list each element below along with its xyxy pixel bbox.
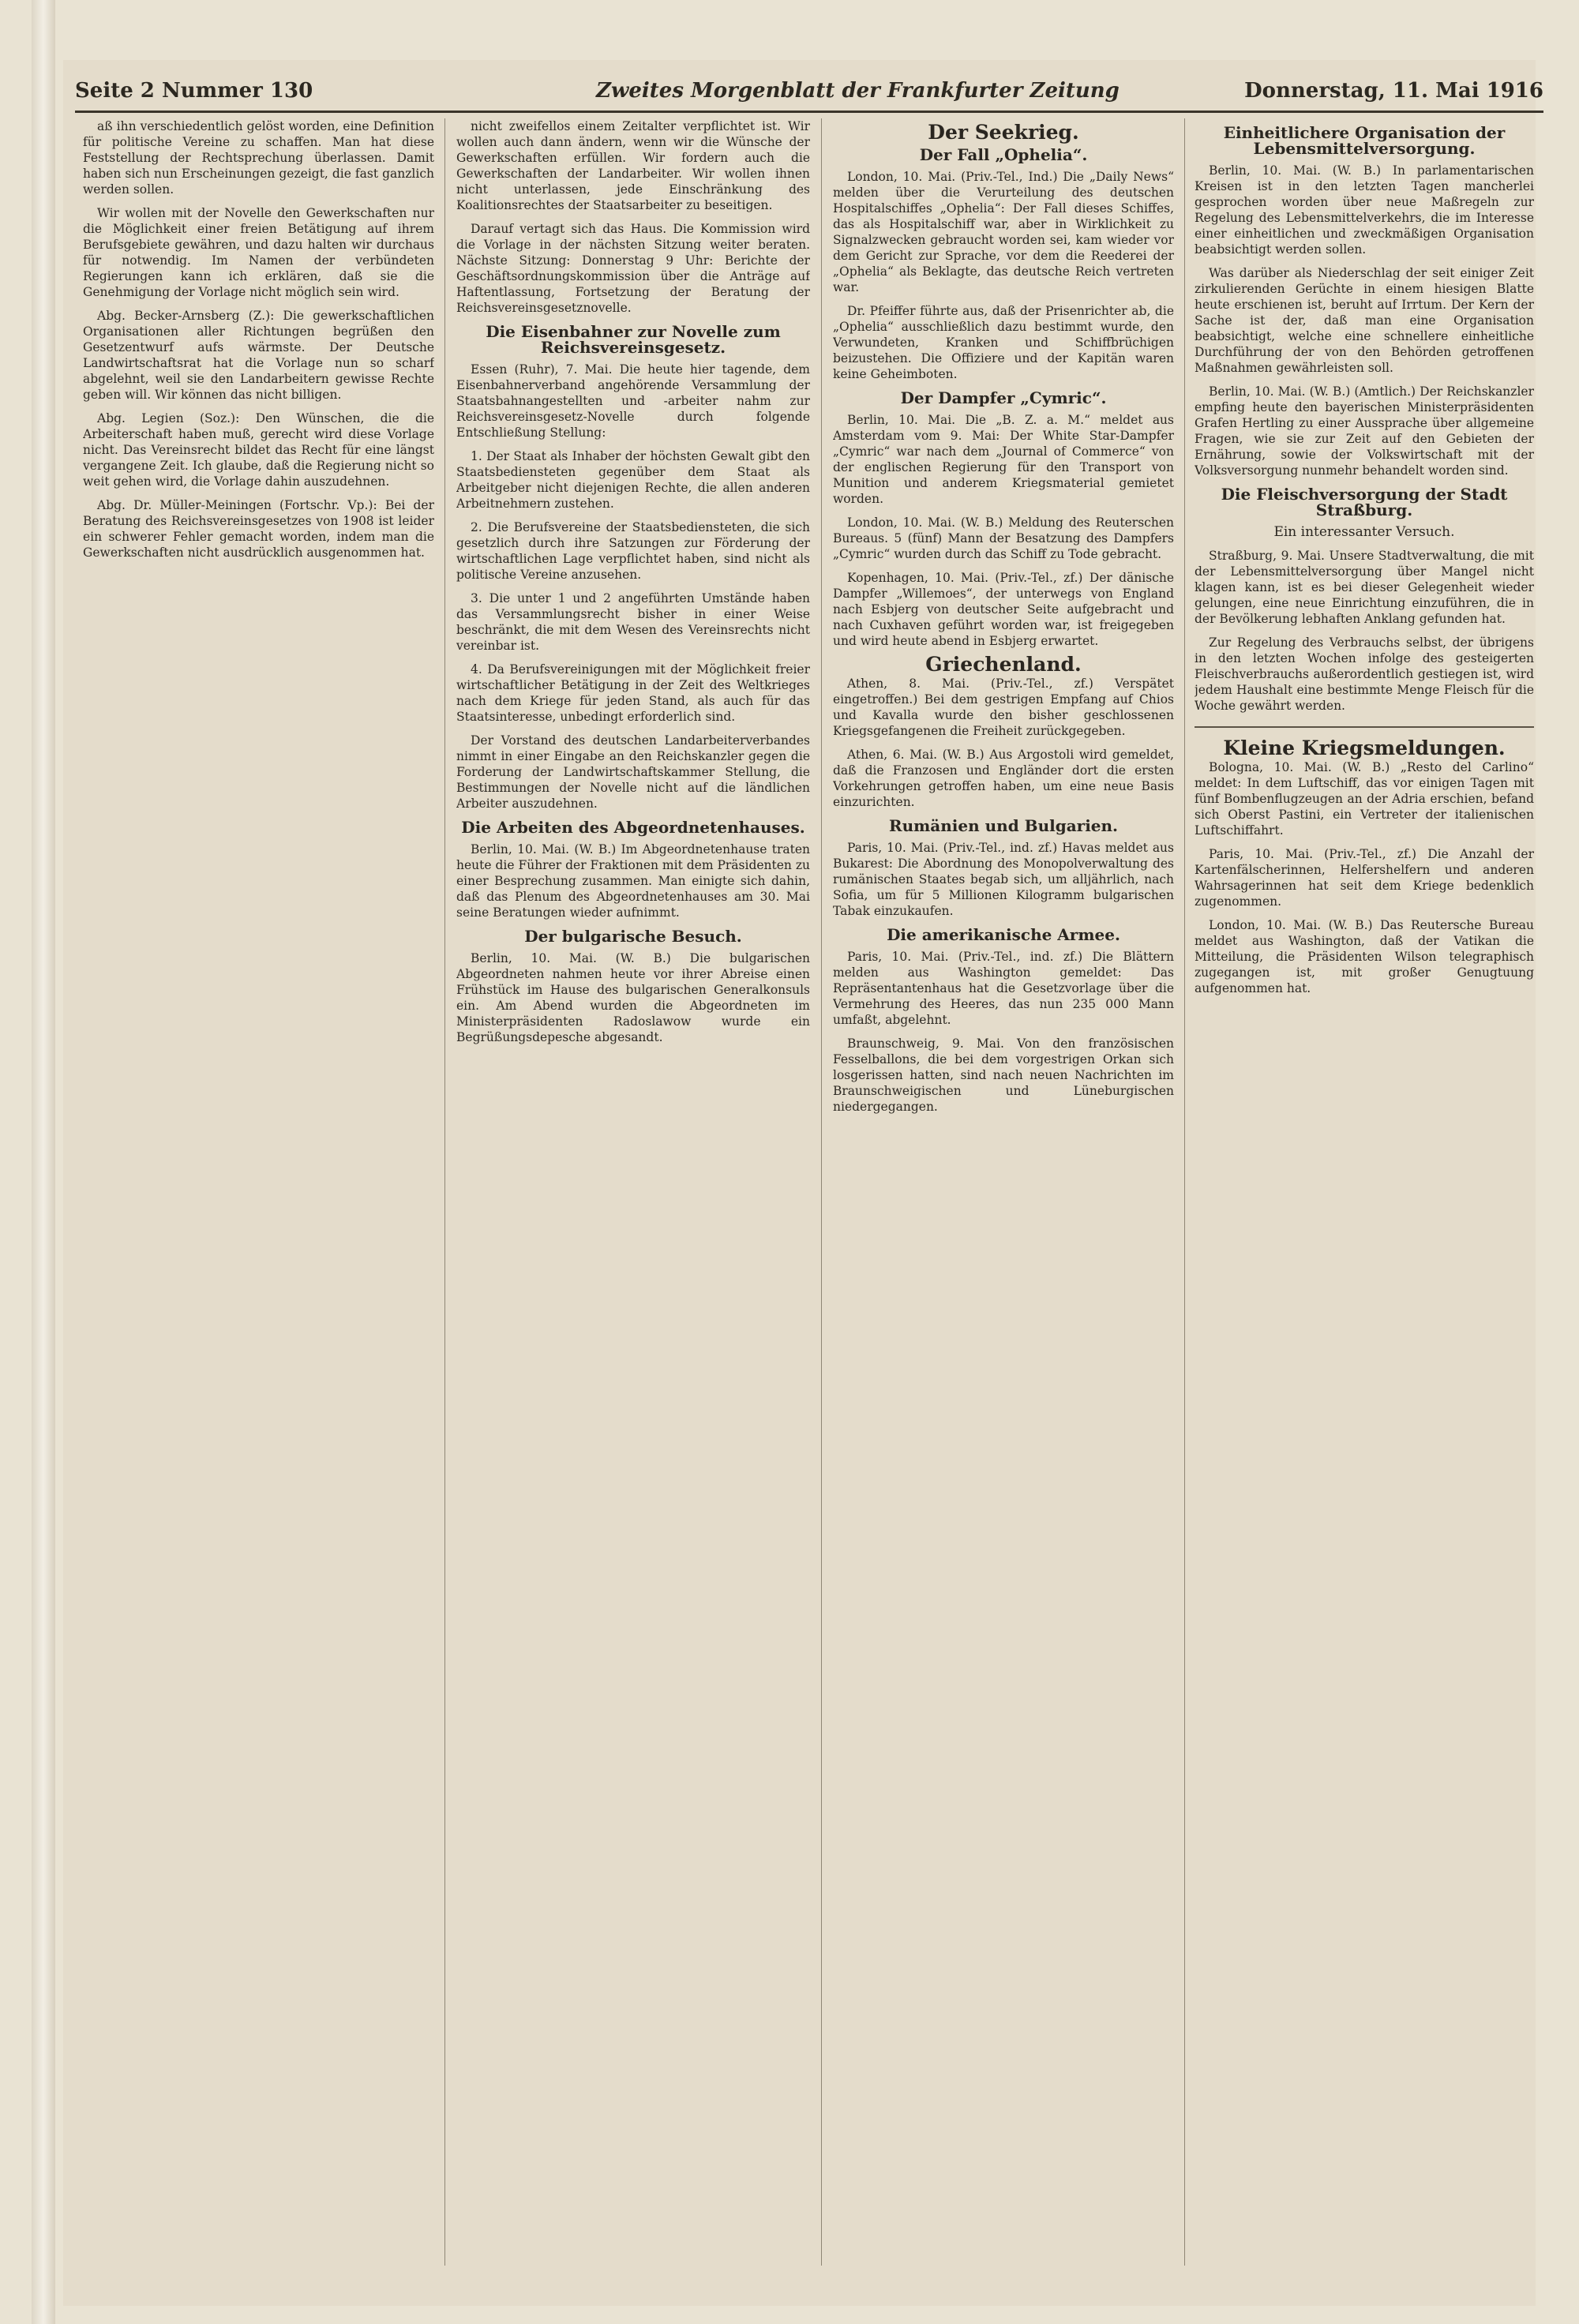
article-paragraph: Paris, 10. Mai. (Priv.-Tel., zf.) Die Anzahl der Kartenfälscherinnen, Helfershelfern und anderen Wahrsagerinnen hat seit dem Kriege bedenklich zugenommen. — [1195, 847, 1534, 909]
page-header — [75, 79, 1543, 111]
column-divider — [1184, 118, 1185, 2266]
article-headline: Der Dampfer „Cymric“. — [900, 388, 1107, 407]
article-headline: Der Fall „Ophelia“. — [919, 145, 1088, 164]
article-paragraph: Abg. Dr. Müller-Meiningen (Fortschr. Vp.): Bei der Beratung des Reichsvereinsgesetzes von 1908 ist leider ein schwerer Fehler gemacht worden, indem man die Gewerkschaften nicht ausdrücklich ausgenommen hat. — [83, 498, 434, 560]
article-headline: Die Fleischversorgung der Stadt Straßburg. — [1221, 485, 1508, 519]
article-headline: Die Eisenbahner zur Novelle zum Reichsvereinsgesetz. — [486, 322, 781, 357]
column-4 — [1195, 118, 1534, 2250]
article-paragraph: Athen, 8. Mai. (Priv.-Tel., zf.) Verspätet eingetroffen.) Bei dem gestrigen Empfang auf Chios und Kavalla wurde den bisher geschlossenen Kriegsgefangenen die Freiheit zurückgegeben. — [833, 677, 1174, 738]
header-rule — [75, 111, 1543, 113]
article-paragraph: 1. Der Staat als Inhaber der höchsten Gewalt gibt den Staatsbediensteten gegenüber dem Staat als Arbeitgeber nicht diejenigen Rechte, die allen anderen Arbeitnehmern zustehen. — [456, 449, 810, 511]
article-paragraph: Berlin, 10. Mai. (W. B.) Im Abgeordnetenhause traten heute die Führer der Fraktionen mit dem Präsidenten zu einer Besprechung zusammen. Man einigte sich dahin, daß das Plenum des Abgeordnetenhauses am 30. Mai seine Beratungen wieder aufnimmt. — [456, 842, 810, 920]
article-headline: Die Arbeiten des Abgeordnetenhauses. — [461, 818, 805, 837]
section-heading: Der Seekrieg. — [928, 121, 1079, 144]
article-paragraph: Wir wollen mit der Novelle den Gewerkschaften nur die Möglichkeit einer freien Betätigung auf ihrem Berufsgebiete gewähren, und dazu halten wir durchaus für notwendig. Im Namen der verbündeten Regierungen kann ich erklären, daß sie die Genehmigung der Vorlage nicht möglich sein wird. — [83, 206, 434, 299]
article-paragraph: London, 10. Mai. (Priv.-Tel., Ind.) Die „Daily News“ melden über die Verurteilung des deutschen Hospitalschiffes „Ophelia“: Der Fall dieses Schiffes, das als Hospitalschiff war, aber in Wirklichkeit zu Signalzwecken gebraucht worden sei, kam wieder vor dem Gericht zur Sprache, vor dem die Reederei der „Ophelia“ als Beklagte, das deutsche Reich vertreten war. — [833, 170, 1174, 294]
section-rule — [1195, 726, 1534, 728]
article-paragraph: Kopenhagen, 10. Mai. (Priv.-Tel., zf.) Der dänische Dampfer „Willemoes“, der unterwegs von England nach Esbjerg von deutscher Seite aufgebracht und nach Cuxhaven geführt worden war, ist freigegeben und wird heute abend in Esbjerg erwartet. — [833, 571, 1174, 648]
article-paragraph: Essen (Ruhr), 7. Mai. Die heute hier tagende, dem Eisenbahnerverband angehörende Versammlung der Staatsbahnangestellten und -arbeiter nahm zur Reichsvereinsgesetz-Novelle durch folgende Entschließung Stellung: — [456, 362, 810, 440]
column-divider — [821, 118, 822, 2266]
article-paragraph: Der Vorstand des deutschen Landarbeiterverbandes nimmt in einer Eingabe an den Reichskanzler gegen die Forderung der Landwirtschaftskammer Stellung, die Bestimmungen der Novelle nicht auf die ländlichen Arbeiter auszudehnen. — [456, 733, 810, 811]
column-2 — [456, 118, 810, 2250]
article-paragraph: London, 10. Mai. (W. B.) Meldung des Reuterschen Bureaus. 5 (fünf) Mann der Besatzung des Dampfers „Cymric“ wurden durch das Schiff zu Tode gebracht. — [833, 515, 1174, 561]
article-paragraph: Athen, 6. Mai. (W. B.) Aus Argostoli wird gemeldet, daß die Franzosen und Engländer dort die ersten Vorkehrungen getroffen haben, um eine neue Basis einzurichten. — [833, 748, 1174, 809]
column-divider — [444, 118, 445, 2266]
article-paragraph: Paris, 10. Mai. (Priv.-Tel., ind. zf.) Havas meldet aus Bukarest: Die Abordnung des Monopolverwaltung des rumänischen Staates begab sich, um alljährlich, nach Sofia, um für 5 Millionen Kilogramm bulgarischen Tabak einzukaufen. — [833, 841, 1174, 918]
masthead-title: Zweites Morgenblatt der Frankfurter Zeitung — [596, 79, 1120, 103]
article-paragraph: Braunschweig, 9. Mai. Von den französischen Fesselballons, die bei dem vorgestrigen Orkan sich losgerissen hatten, sind nach neuen Nachrichten im Braunschweigischen und Lüneburgischen niedergegangen. — [833, 1036, 1174, 1114]
binding-fold — [32, 0, 55, 2324]
article-paragraph: Zur Regelung des Verbrauchs selbst, der übrigens in den letzten Wochen infolge des gesteigerten Fleischverbrauchs außerordentlich gestiegen ist, wird jedem Haushalt eine bestimmte Menge Fleisch für die Woche gewährt werden. — [1195, 635, 1534, 713]
article-paragraph: nicht zweifellos einem Zeitalter verpflichtet ist. Wir wollen auch dann ändern, wenn wir die Wünsche der Gewerkschaften erfüllen. Wir fordern auch die Gewerkschaften der Landarbeiter. Wir wollen ihnen nicht unterlassen, jede Einschränkung des Koalitionsrechtes der Staatsarbeiter zu beseitigen. — [456, 119, 810, 212]
article-paragraph: 4. Da Berufsvereinigungen mit der Möglichkeit freier wirtschaftlicher Betätigung in der Zeit des Weltkrieges nach dem Kriege für jeden Stand, als auch für das Staatsinteresse, unbedingt erforderlich sind. — [456, 662, 810, 724]
article-paragraph: Berlin, 10. Mai. Die „B. Z. a. M.“ meldet aus Amsterdam vom 9. Mai: Der White Star-Dampfer „Cymric“ war nach dem „Journal of Commerce“ von der englischen Regierung für den Transport von Munition und anderem Kriegsmaterial gemietet worden. — [833, 413, 1174, 506]
article-subheadline: Ein interessanter Versuch. — [1273, 524, 1455, 540]
column-3 — [833, 118, 1174, 2250]
article-paragraph: 2. Die Berufsvereine der Staatsbediensteten, die sich gesetzlich durch ihre Satzungen zur Förderung der wirtschaftlichen Lage verpflichtet haben, sind nicht als politische Vereine anzusehen. — [456, 520, 810, 582]
article-headline: Der bulgarische Besuch. — [524, 927, 742, 946]
issue-date: Donnerstag, 11. Mai 1916 — [1244, 79, 1543, 103]
article-paragraph: Berlin, 10. Mai. (W. B.) (Amtlich.) Der Reichskanzler empfing heute den bayerischen Ministerpräsidenten Grafen Hertling zu einer Aussprache über allgemeine Fragen, wie sie zur Zeit auf den Gebieten der Ernährung, sowie der Volkswirtschaft mit der Volksversorgung nunmehr behandelt worden sind. — [1195, 384, 1534, 478]
article-paragraph: Straßburg, 9. Mai. Unsere Stadtverwaltung, die mit der Lebensmittelversorgung über Mangel nicht klagen kann, ist es bei dieser Gelegenheit wieder gelungen, eine neue Einrichtung einzuführen, die in der Bevölkerung lebhaften Anklang gefunden hat. — [1195, 549, 1534, 626]
article-paragraph: Was darüber als Niederschlag der seit einiger Zeit zirkulierenden Gerüchte in einem hiesigen Blatte heute erschienen ist, beruht auf Irrtum. Der Kern der Sache ist der, daß man eine Organisation beabsichtigt, welche eine schnellere einheitliche Durchführung der von den Behörden getroffenen Maßnahmen gewährleisten soll. — [1195, 266, 1534, 375]
section-heading: Griechenland. — [925, 653, 1082, 676]
article-paragraph: Bologna, 10. Mai. (W. B.) „Resto del Carlino“ meldet: In dem Luftschiff, das vor einigen Tagen mit fünf Bombenflugzeugen an der Adria erschien, befand sich Oberst Pastini, ein Vertreter der italienischen Luftschiffahrt. — [1195, 760, 1534, 838]
article-headline: Die amerikanische Armee. — [887, 925, 1120, 944]
article-paragraph: Dr. Pfeiffer führte aus, daß der Prisenrichter ab, die „Ophelia“ ausschließlich dazu bestimmt wurde, den Verwundeten, Kranken und Schiffbrüchigen beizustehen. Die Offiziere und der Kapitän waren keine Geheimboten. — [833, 304, 1174, 381]
article-paragraph: Abg. Becker-Arnsberg (Z.): Die gewerkschaftlichen Organisationen aller Richtungen begrüßen den Gesetzentwurf aufs wärmste. Der Deutsche Landwirtschaftsrat hat die Vorlage nun so scharf abgelehnt, weil sie den Landarbeitern gewisse Rechte geben will. Wir können das nicht billigen. — [83, 309, 434, 402]
article-headline: Einheitlichere Organisation der Lebensmittelversorgung. — [1223, 123, 1506, 158]
article-paragraph: Paris, 10. Mai. (Priv.-Tel., ind. zf.) Die Blättern melden aus Washington gemeldet: Das Repräsentantenhaus hat die Gesetzvorlage über die Vermehrung des Heeres, das nun 235 000 Mann umfaßt, abgelehnt. — [833, 950, 1174, 1027]
article-headline: Rumänien und Bulgarien. — [888, 816, 1119, 835]
article-paragraph: 3. Die unter 1 und 2 angeführten Umstände haben das Versammlungsrecht bisher in einer Weise beschränkt, die mit dem Wesen des Vereinsrechts nicht vereinbar ist. — [456, 591, 810, 653]
page-number: Seite 2 Nummer 130 — [75, 79, 313, 103]
article-paragraph: aß ihn verschiedentlich gelöst worden, eine Definition für politische Vereine zu schaffen. Man hat diese Feststellung der Rechtsprechung überlassen. Damit haben sich nun Erscheinungen gezeigt, die fast ganzlich werden sollen. — [83, 119, 434, 197]
article-paragraph: Abg. Legien (Soz.): Den Wünschen, die die Arbeiterschaft haben muß, gerecht wird diese Vorlage nicht. Das Vereinsrecht bildet das Recht für eine längst vergangene Zeit. Ich glaube, daß die Regierung nicht so weit gehen wird, die Vorlage dahin auszudehnen. — [83, 411, 434, 489]
article-paragraph: Darauf vertagt sich das Haus. Die Kommission wird die Vorlage in der nächsten Sitzung weiter beraten. Nächste Sitzung: Donnerstag 9 Uhr: Berichte der Geschäftsordnungskommission über die Anträge auf Haftentlassung, Fortsetzung der Beratung der Reichsvereinsgesetznovelle. — [456, 222, 810, 315]
article-paragraph: London, 10. Mai. (W. B.) Das Reutersche Bureau meldet aus Washington, daß der Vatikan die Mitteilung, die Präsidenten Wilson telegraphisch zugegangen ist, mit großer Genugtuung aufgenommen hat. — [1195, 918, 1534, 995]
column-1 — [83, 118, 434, 2250]
article-paragraph: Berlin, 10. Mai. (W. B.) Die bulgarischen Abgeordneten nahmen heute vor ihrer Abreise einen Frühstück im Hause des bulgarischen Generalkonsuls ein. Am Abend wurden die Abgeordneten im Ministerpräsidenten Radoslawow wurde ein Begrüßungsdepesche abgesandt. — [456, 951, 810, 1044]
article-paragraph: Berlin, 10. Mai. (W. B.) In parlamentarischen Kreisen ist in den letzten Tagen mancherlei gesprochen worden über neue Maßregeln zur Regelung des Lebensmittelverkehrs, die im Interesse einer einheitlichen und zweckmäßigen Organisation beabsichtigt werden sollen. — [1195, 163, 1534, 257]
section-heading: Kleine Kriegsmeldungen. — [1223, 737, 1506, 759]
